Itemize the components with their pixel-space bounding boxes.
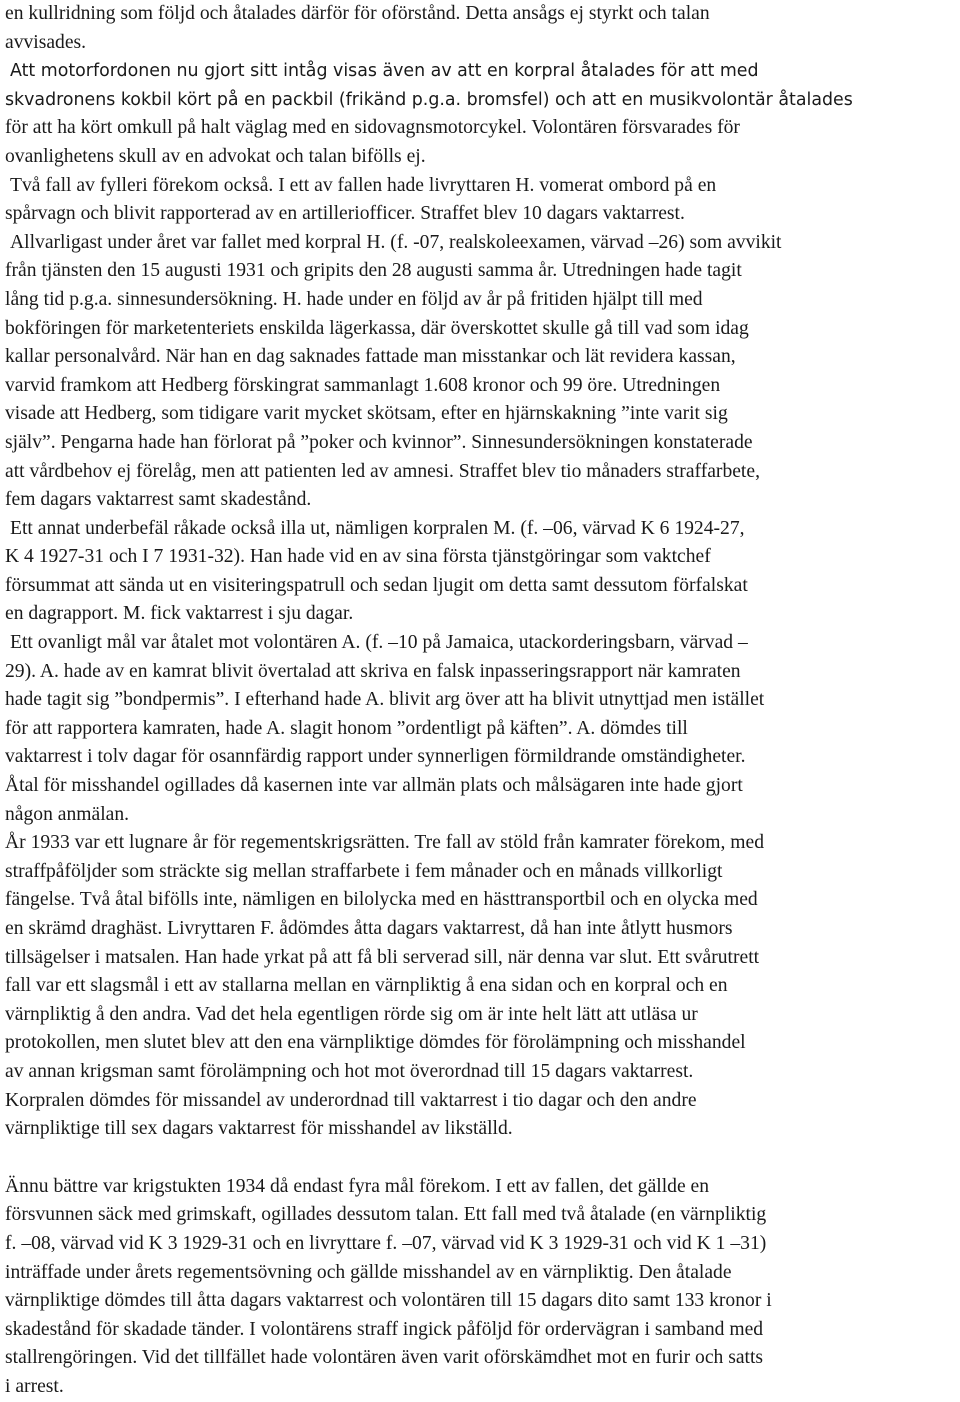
text-line: K 4 1927-31 och I 7 1931-32). Han hade vid en av sina första tjänstgöringar som vaktchef <box>5 546 711 568</box>
text-line: 29). A. hade av en kamrat blivit övertalad att skriva en falsk inpasseringsrapport när kamraten <box>5 660 741 682</box>
paragraph-gap <box>5 1144 957 1173</box>
text-line: Korpralen dömdes för missandel av underordnad till vaktarrest i tio dagar och den andre <box>5 1089 697 1111</box>
text-line: i arrest. <box>5 1375 64 1397</box>
document-page <box>5 0 957 1402</box>
text-line: protokollen, men slutet blev att den ena värnpliktige dömdes för förolämpning och misshandel <box>5 1032 746 1054</box>
text-line: värnpliktig å den andra. Vad det hela egentligen rörde sig om är inte helt lätt att utläsa ur <box>5 1003 698 1025</box>
text-line: värnpliktige dömdes till åtta dagars vaktarrest och volontären till 15 dagars dito samt 133 kronor i <box>5 1290 772 1312</box>
text-line: för att ha kört omkull på halt väglag med en sidovagnsmotorcykel. Volontären försvarades för <box>5 117 740 139</box>
text-line: av annan krigsman samt förolämpning och hot mot överordnad till 15 dagars vaktarrest. <box>5 1060 694 1082</box>
text-line: från tjänsten den 15 augusti 1931 och gripits den 28 augusti samma år. Utredningen hade tagit <box>5 260 742 282</box>
text-line: skvadronens kokbil kört på en packbil (frikänd p.g.a. bromsfel) och att en musikvolontär åtalades <box>5 89 853 110</box>
text-line: Ett annat underbefäl råkade också illa ut, nämligen korpralen M. (f. –06, värvad K 6 1924-27, <box>10 517 745 539</box>
text-line: Åtal för misshandel ogillades då kasernen inte var allmän plats och målsägaren inte hade gjort <box>5 775 743 797</box>
text-line: försvunnen säck med grimskaft, ogillades dessutom talan. Ett fall med två åtalade (en värnpliktig <box>5 1204 767 1226</box>
text-line: visade att Hedberg, som tidigare varit mycket skötsam, efter en hjärnskakning ”inte varit sig <box>5 403 728 425</box>
text-line: försummat att sända ut en visiteringspatrull och sedan ljugit om detta samt dessutom förfalskat <box>5 574 748 596</box>
text-line: att vårdbehov ej förelåg, men att patienten led av amnesi. Straffet blev tio månaders straffarbete, <box>5 460 760 482</box>
text-line: för att rapportera kamraten, hade A. slagit honom ”ordentligt på käften”. A. dömdes till <box>5 717 688 739</box>
text-line: f. –08, värvad vid K 3 1929-31 och en livryttare f. –07, värvad vid K 3 1929-31 och vid K 1 –31) <box>5 1232 767 1254</box>
text-line: skadestånd för skadade tänder. I volontärens straff ingick påföljd för ordervägran i samband med <box>5 1318 764 1340</box>
text-line: spårvagn och blivit rapporterad av en artilleriofficer. Straffet blev 10 dagars vaktarrest. <box>5 203 685 225</box>
text-line: stallrengöringen. Vid det tillfället hade volontären även varit oförskämdhet mot en furir och satts <box>5 1347 764 1369</box>
text-line: Allvarligast under året var fallet med korpral H. (f. -07, realskoleexamen, värvad –26) som avvikit <box>10 231 782 253</box>
text-line: Två fall av fylleri förekom också. I ett av fallen hade livryttaren H. vomerat ombord på en <box>10 174 717 196</box>
text-line: inträffade under årets regementsövning och gällde misshandel av en värnpliktig. Den åtalade <box>5 1261 732 1283</box>
text-line: lång tid p.g.a. sinnesundersökning. H. hade under en följd av år på fritiden hjälpt till med <box>5 288 703 310</box>
text-line: en skrämd draghäst. Livryttaren F. ådömdes åtta dagars vaktarrest, då han inte åtlytt husmors <box>5 918 733 939</box>
text-line: en kullridning som följd och åtalades därför för oförstånd. Detta ansågs ej styrkt och talan <box>5 3 710 24</box>
text-line: värnpliktige till sex dagars vaktarrest för misshandel av likställd. <box>5 1118 513 1140</box>
text-line: fem dagars vaktarrest samt skadestånd. <box>5 489 312 511</box>
text-line: fängelse. Två åtal bifölls inte, nämligen en bilolycka med en hästtransportbil och en olycka med <box>5 889 758 911</box>
text-line: Att motorfordonen nu gjort sitt intåg visas även av att en korpral åtalades för att med <box>10 61 759 82</box>
text-line: tillsägelser i matsalen. Han hade yrkat på att få bli serverad sill, när denna var slut. Ett svårutrett <box>5 946 760 968</box>
text-line: någon anmälan. <box>5 803 130 825</box>
text-line: Ett ovanligt mål var åtalet mot volontären A. (f. –10 på Jamaica, utackorderingsbarn, värvad – <box>10 632 748 654</box>
text-line: bokföringen för marketenteriets enskilda lägerkassa, där överskottet skulle gå till vad som idag <box>5 317 749 339</box>
text-line: vaktarrest i tolv dagar för osannfärdig rapport under synnerligen förmildrande omständigheter. <box>5 746 746 768</box>
text-line: avvisades. <box>5 31 87 53</box>
text-line: fall var ett slagsmål i ett av stallarna mellan en värnpliktig å ena sidan och en korpral och en <box>5 975 728 997</box>
text-line: År 1933 var ett lugnare år för regementskrigsrätten. Tre fall av stöld från kamrater förekom, med <box>5 832 764 854</box>
text-line: själv”. Pengarna hade han förlorat på ”poker och kvinnor”. Sinnesundersökningen konstaterade <box>5 431 753 453</box>
text-line: straffpåföljder som sträckte sig mellan straffarbete i fem månader och en månads villkorligt <box>5 860 723 882</box>
text-line: en dagrapport. M. fick vaktarrest i sju dagar. <box>5 603 354 625</box>
text-line: ovanlighetens skull av en advokat och talan bifölls ej. <box>5 145 426 167</box>
text-line: Ännu bättre var krigstukten 1934 då endast fyra mål förekom. I ett av fallen, det gällde en <box>5 1175 710 1197</box>
text-line: kallar personalvård. När han en dag saknades fattade man misstankar och lät revidera kassan, <box>5 346 736 368</box>
text-line: hade tagit sig ”bondpermis”. I efterhand hade A. blivit arg över att ha blivit utnyttjad men istället <box>5 689 765 711</box>
text-line: varvid framkom att Hedberg förskingrat sammanlagt 1.608 kronor och 99 öre. Utredningen <box>5 374 721 396</box>
